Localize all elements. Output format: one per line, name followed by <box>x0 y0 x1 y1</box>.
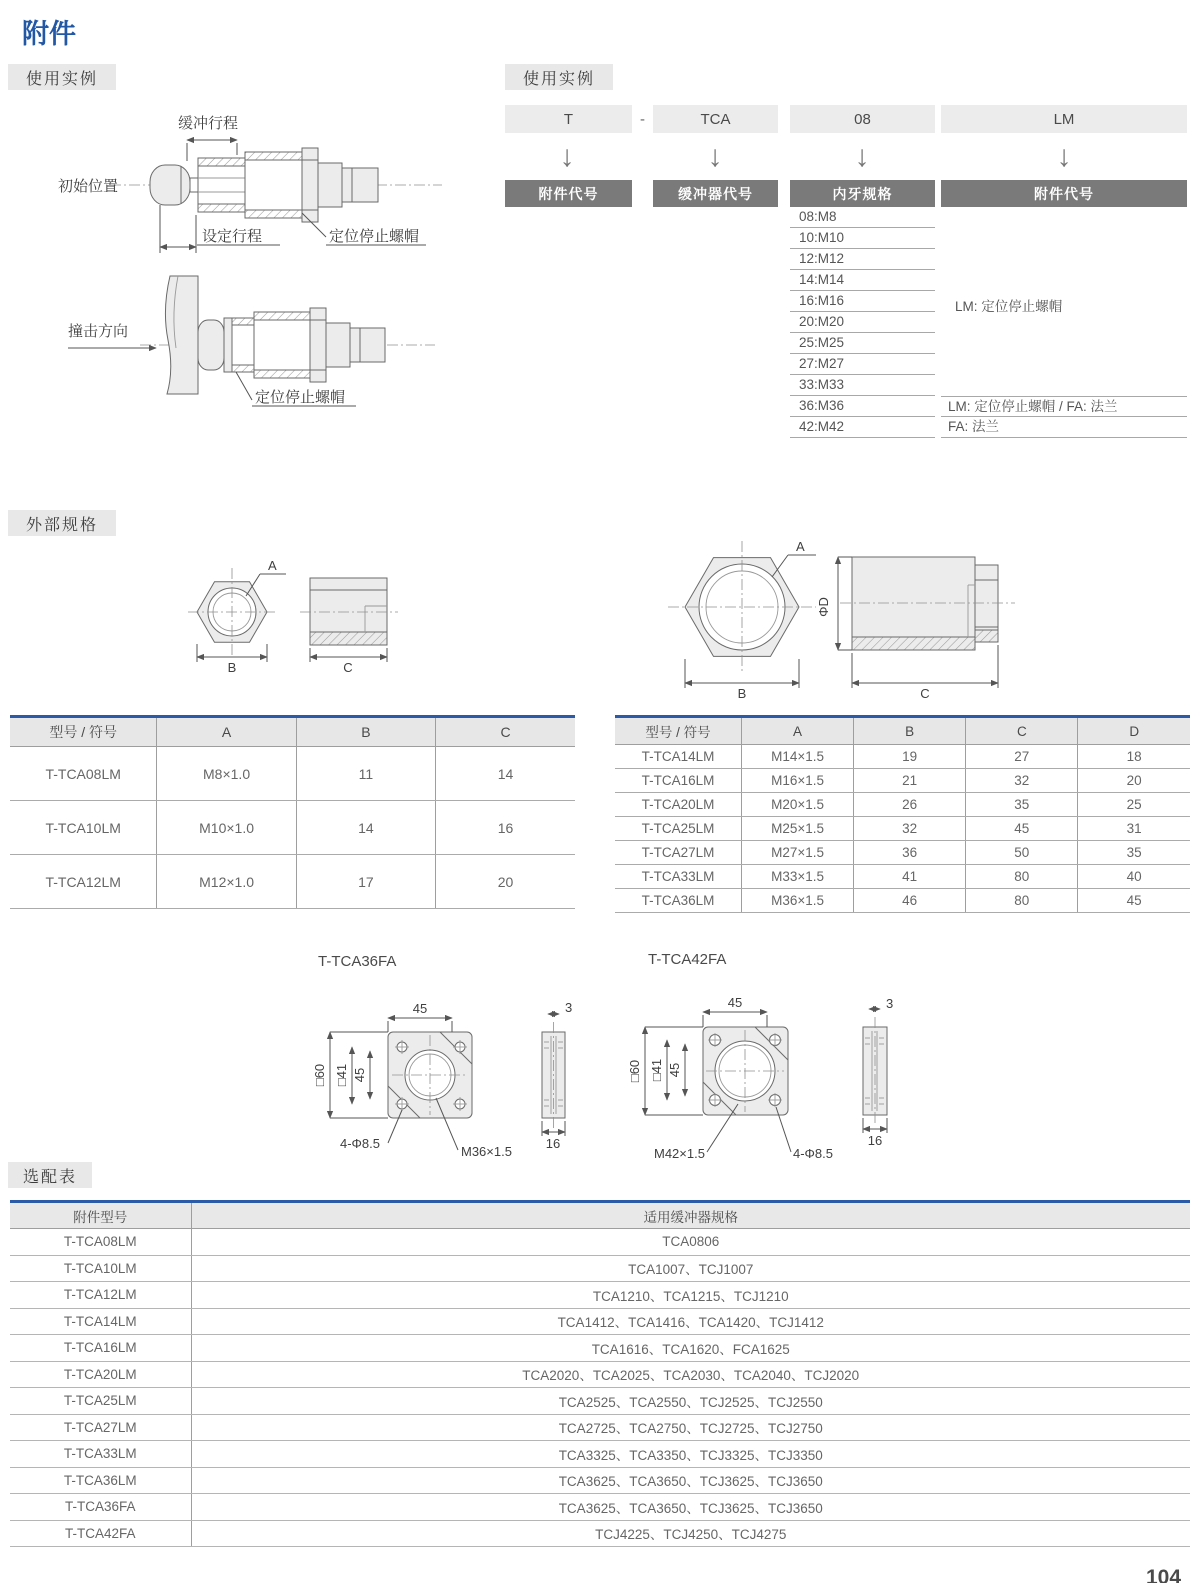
cell-c: 80 <box>966 865 1078 889</box>
cell-applicable-buffers: TCA1210、TCA1215、TCJ1210 <box>191 1282 1190 1309</box>
dim-c-label: C <box>920 686 930 701</box>
cell-model: T-TCA33LM <box>615 865 742 889</box>
down-arrow-icon: ↓ <box>854 140 870 173</box>
nut-large-drawing <box>630 525 1025 710</box>
dim-set-stroke-label: 设定行程 <box>202 228 263 245</box>
cell-applicable-buffers: TCA2525、TCA2550、TCJ2525、TCJ2550 <box>191 1388 1190 1415</box>
stop-nut-label: 定位停止螺帽 <box>255 389 346 406</box>
cell-b: 21 <box>854 769 966 793</box>
cell-accessory-model: T-TCA14LM <box>10 1308 191 1335</box>
cell-applicable-buffers: TCA3625、TCA3650、TCJ3625、TCJ3650 <box>191 1494 1190 1521</box>
table-row <box>10 1467 1190 1494</box>
table-row <box>10 1282 1190 1309</box>
column-header: C <box>436 717 575 747</box>
cell-b: 17 <box>296 855 435 909</box>
cell-model: T-TCA12LM <box>10 855 157 909</box>
section-label-external: 外部规格 <box>8 510 116 536</box>
cell-b: 11 <box>296 747 435 801</box>
ordering-code-08: 08 <box>790 105 935 133</box>
cell-accessory-model: T-TCA42FA <box>10 1520 191 1547</box>
cell-d: 45 <box>1078 889 1190 913</box>
note-lm-fa: LM: 定位停止螺帽 / FA: 法兰 <box>941 396 1187 417</box>
table-row <box>615 889 1190 913</box>
thread-option: 14:M14 <box>790 270 935 291</box>
dim-sq60: □60 <box>627 1059 642 1083</box>
thread-option: 10:M10 <box>790 228 935 249</box>
cell-b: 19 <box>854 745 966 769</box>
table-row <box>10 747 575 801</box>
fig-initial-position-drawing <box>40 95 460 265</box>
table-row <box>10 1388 1190 1415</box>
column-header: 型号 / 符号 <box>615 717 742 745</box>
table-header-row <box>615 717 1190 745</box>
dim-buffer-stroke-label: 缓冲行程 <box>177 115 239 132</box>
cell-a: M10×1.0 <box>157 801 296 855</box>
table-row <box>615 865 1190 889</box>
column-header: A <box>157 717 296 747</box>
thread-option: 33:M33 <box>790 375 935 396</box>
cell-accessory-model: T-TCA08LM <box>10 1229 191 1256</box>
dim-45-top: 45 <box>727 995 743 1010</box>
thread-label: M42×1.5 <box>654 1146 705 1161</box>
column-header: B <box>296 717 435 747</box>
flange36-drawing <box>290 980 610 1180</box>
cell-applicable-buffers: TCA0806 <box>191 1229 1190 1256</box>
cell-a: M14×1.5 <box>742 745 854 769</box>
holes-label: 4-Φ8.5 <box>340 1136 381 1151</box>
cell-d: 25 <box>1078 793 1190 817</box>
table-row <box>10 1494 1190 1521</box>
cell-c: 32 <box>966 769 1078 793</box>
flange42-drawing <box>610 978 940 1183</box>
cell-d: 18 <box>1078 745 1190 769</box>
page-number: 104 <box>1146 1566 1182 1583</box>
cell-a: M25×1.5 <box>742 817 854 841</box>
cell-applicable-buffers: TCA1007、TCJ1007 <box>191 1255 1190 1282</box>
nut-small-drawing <box>170 540 410 680</box>
cell-applicable-buffers: TCA3625、TCA3650、TCJ3625、TCJ3650 <box>191 1467 1190 1494</box>
cell-b: 41 <box>854 865 966 889</box>
cell-b: 32 <box>854 817 966 841</box>
table-row <box>615 745 1190 769</box>
ordering-label-accessory-code: 附件代号 <box>941 180 1187 207</box>
cell-accessory-model: T-TCA36LM <box>10 1467 191 1494</box>
column-header: A <box>742 717 854 745</box>
cell-b: 26 <box>854 793 966 817</box>
dim-sq41: □41 <box>649 1058 664 1082</box>
impact-direction-label: 撞击方向 <box>68 323 129 340</box>
cell-model: T-TCA25LM <box>615 817 742 841</box>
ordering-code-tca: TCA <box>653 105 778 133</box>
table-row <box>10 1229 1190 1256</box>
table-row <box>10 1414 1190 1441</box>
cell-model: T-TCA20LM <box>615 793 742 817</box>
flange42-title: T-TCA42FA <box>648 951 727 968</box>
cell-model: T-TCA14LM <box>615 745 742 769</box>
cell-c: 27 <box>966 745 1078 769</box>
dim-c-label: C <box>343 660 353 675</box>
thread-option: 36:M36 <box>790 396 935 417</box>
thread-label: M36×1.5 <box>461 1144 512 1159</box>
column-header: C <box>966 717 1078 745</box>
cell-c: 45 <box>966 817 1078 841</box>
cell-applicable-buffers: TCA2725、TCA2750、TCJ2725、TCJ2750 <box>191 1414 1190 1441</box>
cell-b: 46 <box>854 889 966 913</box>
cell-a: M27×1.5 <box>742 841 854 865</box>
cell-c: 14 <box>436 747 575 801</box>
column-header: 型号 / 符号 <box>10 717 157 747</box>
dim-thickness: 3 <box>565 1000 573 1015</box>
holes-label: 4-Φ8.5 <box>793 1146 834 1161</box>
dim-depth: 16 <box>545 1136 561 1151</box>
column-header: D <box>1078 717 1190 745</box>
ordering-label-accessory-code: 附件代号 <box>505 180 632 207</box>
cell-accessory-model: T-TCA16LM <box>10 1335 191 1362</box>
note-fa: FA: 法兰 <box>941 417 1187 438</box>
table-header-row <box>10 1202 1190 1229</box>
dim-a-label: A <box>268 558 277 573</box>
table-row <box>10 801 575 855</box>
thread-option: 42:M42 <box>790 417 935 438</box>
down-arrow-icon: ↓ <box>559 140 575 173</box>
table-row <box>10 1335 1190 1362</box>
cell-applicable-buffers: TCA1412、TCA1416、TCA1420、TCJ1412 <box>191 1308 1190 1335</box>
initial-position-label: 初始位置 <box>58 178 119 195</box>
spec-table-lm-small <box>10 715 575 909</box>
table-row <box>10 1308 1190 1335</box>
column-header: 附件型号 <box>10 1202 191 1229</box>
thread-option: 12:M12 <box>790 249 935 270</box>
ordering-label-thread-spec: 内牙规格 <box>790 180 935 207</box>
selection-table <box>10 1200 1190 1547</box>
thread-option: 16:M16 <box>790 291 935 312</box>
thread-spec-list <box>790 207 935 438</box>
dim-d-label: ΦD <box>816 597 831 617</box>
cell-model: T-TCA10LM <box>10 801 157 855</box>
cell-model: T-TCA36LM <box>615 889 742 913</box>
ordering-dash: - <box>640 110 645 128</box>
thread-option: 20:M20 <box>790 312 935 333</box>
cell-c: 20 <box>436 855 575 909</box>
dim-45-pitch: 45 <box>352 1067 367 1083</box>
cell-d: 35 <box>1078 841 1190 865</box>
table-header-row <box>10 717 575 747</box>
thread-option: 25:M25 <box>790 333 935 354</box>
table-row <box>615 793 1190 817</box>
cell-model: T-TCA16LM <box>615 769 742 793</box>
page-title: 附件 <box>22 19 76 49</box>
cell-model: T-TCA08LM <box>10 747 157 801</box>
cell-c: 16 <box>436 801 575 855</box>
cell-a: M20×1.5 <box>742 793 854 817</box>
cell-applicable-buffers: TCA3325、TCA3350、TCJ3325、TCJ3350 <box>191 1441 1190 1468</box>
cell-a: M8×1.0 <box>157 747 296 801</box>
table-row <box>10 1255 1190 1282</box>
cell-d: 31 <box>1078 817 1190 841</box>
cell-a: M33×1.5 <box>742 865 854 889</box>
dim-a-label: A <box>796 539 805 554</box>
down-arrow-icon: ↓ <box>707 140 723 173</box>
stop-nut-label: 定位停止螺帽 <box>329 228 420 245</box>
flange36-title: T-TCA36FA <box>318 953 397 970</box>
cell-accessory-model: T-TCA27LM <box>10 1414 191 1441</box>
cell-accessory-model: T-TCA33LM <box>10 1441 191 1468</box>
dim-depth: 16 <box>867 1133 883 1148</box>
cell-accessory-model: T-TCA12LM <box>10 1282 191 1309</box>
ordering-code-lm: LM <box>941 105 1187 133</box>
dim-sq41: □41 <box>334 1063 349 1087</box>
spec-table-lm-large <box>615 715 1190 913</box>
cell-accessory-model: T-TCA20LM <box>10 1361 191 1388</box>
cell-c: 35 <box>966 793 1078 817</box>
dim-b-label: B <box>227 660 237 675</box>
cell-d: 20 <box>1078 769 1190 793</box>
column-header: 适用缓冲器规格 <box>191 1202 1190 1229</box>
section-label-usage-left: 使用实例 <box>8 64 116 90</box>
table-row <box>10 855 575 909</box>
ordering-code-t: T <box>505 105 632 133</box>
dim-thickness: 3 <box>886 996 894 1011</box>
dim-45-top: 45 <box>412 1001 428 1016</box>
table-row <box>615 817 1190 841</box>
table-row <box>10 1441 1190 1468</box>
section-label-selection: 选配表 <box>8 1162 92 1188</box>
thread-option: 08:M8 <box>790 207 935 228</box>
cell-a: M36×1.5 <box>742 889 854 913</box>
table-row <box>615 841 1190 865</box>
cell-b: 14 <box>296 801 435 855</box>
cell-b: 36 <box>854 841 966 865</box>
cell-c: 50 <box>966 841 1078 865</box>
cell-applicable-buffers: TCA1616、TCA1620、FCA1625 <box>191 1335 1190 1362</box>
dim-sq60: □60 <box>312 1063 327 1087</box>
cell-d: 40 <box>1078 865 1190 889</box>
column-header: B <box>854 717 966 745</box>
table-row <box>10 1520 1190 1547</box>
fig-impact-direction-drawing <box>40 268 460 448</box>
thread-option: 27:M27 <box>790 354 935 375</box>
cell-model: T-TCA27LM <box>615 841 742 865</box>
dim-45-pitch: 45 <box>667 1062 682 1078</box>
note-lm: LM: 定位停止螺帽 <box>955 299 1063 314</box>
cell-accessory-model: T-TCA10LM <box>10 1255 191 1282</box>
ordering-label-buffer-code: 缓冲器代号 <box>653 180 778 207</box>
cell-applicable-buffers: TCA2020、TCA2025、TCA2030、TCA2040、TCJ2020 <box>191 1361 1190 1388</box>
cell-c: 80 <box>966 889 1078 913</box>
dim-b-label: B <box>737 686 747 701</box>
down-arrow-icon: ↓ <box>1056 140 1072 173</box>
cell-a: M12×1.0 <box>157 855 296 909</box>
cell-applicable-buffers: TCJ4225、TCJ4250、TCJ4275 <box>191 1520 1190 1547</box>
cell-accessory-model: T-TCA25LM <box>10 1388 191 1415</box>
cell-accessory-model: T-TCA36FA <box>10 1494 191 1521</box>
table-row <box>615 769 1190 793</box>
cell-a: M16×1.5 <box>742 769 854 793</box>
section-label-usage-right: 使用实例 <box>505 64 613 90</box>
table-row <box>10 1361 1190 1388</box>
